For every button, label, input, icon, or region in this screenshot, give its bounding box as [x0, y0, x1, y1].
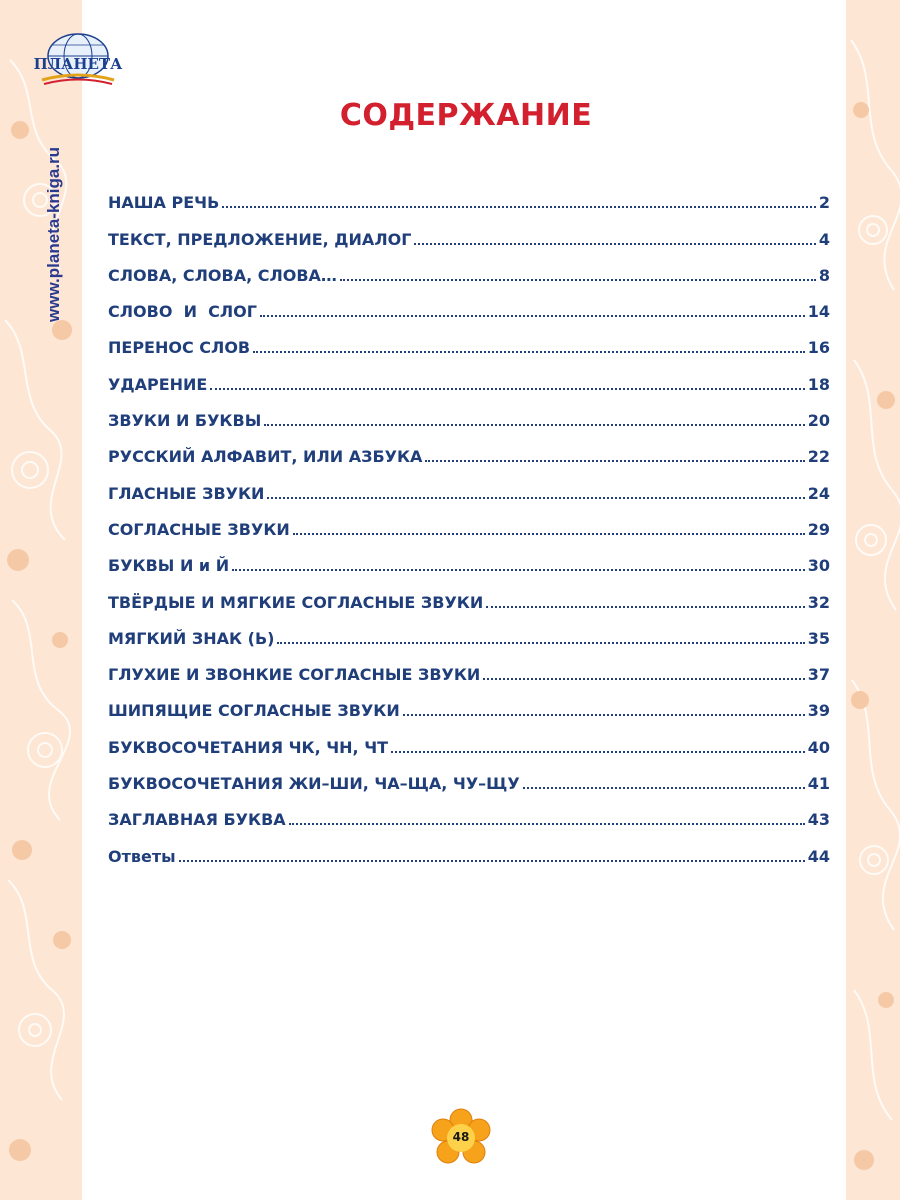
toc-page: 8	[818, 265, 830, 285]
toc-page: 14	[807, 302, 830, 322]
toc-page: 24	[807, 483, 830, 503]
dot-leader	[253, 351, 805, 353]
dot-leader	[293, 533, 805, 535]
dot-leader	[403, 714, 805, 716]
left-decorative-border	[0, 0, 82, 1200]
toc-page: 2	[818, 193, 830, 213]
dot-leader	[232, 569, 805, 571]
toc-title: НАША РЕЧЬ	[108, 193, 220, 213]
page-number: 48	[452, 1130, 470, 1144]
table-of-contents	[108, 176, 830, 866]
toc-title: РУССКИЙ АЛФАВИТ, ИЛИ АЗБУКА	[108, 447, 423, 467]
toc-title: ГЛАСНЫЕ ЗВУКИ	[108, 483, 265, 503]
publisher-logo	[32, 30, 124, 88]
toc-item[interactable]	[108, 829, 830, 865]
toc-title: Ответы	[108, 846, 176, 866]
dot-leader	[260, 315, 805, 317]
dot-leader	[179, 860, 805, 862]
right-decorative-border	[846, 0, 900, 1200]
toc-title: БУКВЫ И и Й	[108, 556, 230, 576]
toc-page: 37	[807, 665, 830, 685]
toc-page: 16	[807, 338, 830, 358]
dot-leader	[391, 751, 805, 753]
toc-title: ГЛУХИЕ И ЗВОНКИЕ СОГЛАСНЫЕ ЗВУКИ	[108, 665, 481, 685]
toc-title: МЯГКИЙ ЗНАК (Ь)	[108, 628, 275, 648]
toc-title: ШИПЯЩИЕ СОГЛАСНЫЕ ЗВУКИ	[108, 701, 400, 721]
toc-page: 44	[807, 846, 830, 866]
toc-page: 30	[807, 556, 830, 576]
toc-page: 4	[818, 229, 830, 249]
dot-leader	[523, 787, 805, 789]
toc-page: 29	[807, 519, 830, 539]
dot-leader	[210, 388, 804, 390]
toc-item[interactable]	[108, 612, 830, 648]
toc-item[interactable]	[108, 357, 830, 393]
toc-title: ЗАГЛАВНАЯ БУКВА	[108, 810, 286, 830]
toc-item[interactable]	[108, 793, 830, 829]
toc-item[interactable]	[108, 720, 830, 756]
toc-item[interactable]	[108, 575, 830, 611]
toc-item[interactable]	[108, 539, 830, 575]
toc-item[interactable]	[108, 176, 830, 212]
toc-item[interactable]	[108, 394, 830, 430]
toc-page: 20	[807, 411, 830, 431]
dot-leader	[222, 206, 816, 208]
toc-item[interactable]	[108, 212, 830, 248]
toc-item[interactable]	[108, 321, 830, 357]
dot-leader	[483, 678, 804, 680]
dot-leader	[425, 460, 804, 462]
toc-page: 41	[807, 774, 830, 794]
floral-pattern-left	[0, 0, 82, 1200]
dot-leader	[264, 424, 804, 426]
dot-leader	[340, 279, 816, 281]
toc-title: ТЕКСТ, ПРЕДЛОЖЕНИЕ, ДИАЛОГ	[108, 229, 412, 249]
toc-title: СЛОВА, СЛОВА, СЛОВА…	[108, 265, 337, 285]
dot-leader	[289, 823, 805, 825]
toc-item[interactable]	[108, 249, 830, 285]
toc-title: БУКВОСОЧЕТАНИЯ ЖИ–ШИ, ЧА–ЩА, ЧУ–ЩУ	[108, 774, 520, 794]
toc-item[interactable]	[108, 648, 830, 684]
toc-title: ТВЁРДЫЕ И МЯГКИЕ СОГЛАСНЫЕ ЗВУКИ	[108, 592, 484, 612]
toc-title: СОГЛАСНЫЕ ЗВУКИ	[108, 519, 290, 539]
page-title: СОДЕРЖАНИЕ	[339, 98, 593, 133]
toc-page: 18	[807, 374, 830, 394]
toc-title: ЗВУКИ И БУКВЫ	[108, 411, 262, 431]
publisher-website: www.planeta-kniga.ru	[44, 146, 63, 322]
toc-title: СЛОВО И СЛОГ	[108, 302, 257, 322]
toc-item[interactable]	[108, 466, 830, 502]
toc-page: 40	[807, 737, 830, 757]
toc-title: БУКВОСОЧЕТАНИЯ ЧК, ЧН, ЧТ	[108, 737, 389, 757]
dot-leader	[267, 497, 804, 499]
toc-page: 32	[807, 592, 830, 612]
toc-item[interactable]	[108, 285, 830, 321]
toc-page: 35	[807, 628, 830, 648]
toc-page: 22	[807, 447, 830, 467]
toc-title: ПЕРЕНОС СЛОВ	[108, 338, 251, 358]
toc-item[interactable]	[108, 503, 830, 539]
logo-text: ПЛАНЕТА	[33, 55, 123, 73]
toc-item[interactable]	[108, 430, 830, 466]
toc-title: УДАРЕНИЕ	[108, 374, 208, 394]
toc-page: 39	[807, 701, 830, 721]
dot-leader	[486, 606, 804, 608]
page-number-badge	[430, 1108, 492, 1168]
dot-leader	[414, 243, 815, 245]
toc-page: 43	[807, 810, 830, 830]
floral-pattern-right	[846, 0, 900, 1200]
toc-item[interactable]	[108, 757, 830, 793]
toc-item[interactable]	[108, 684, 830, 720]
dot-leader	[277, 642, 804, 644]
